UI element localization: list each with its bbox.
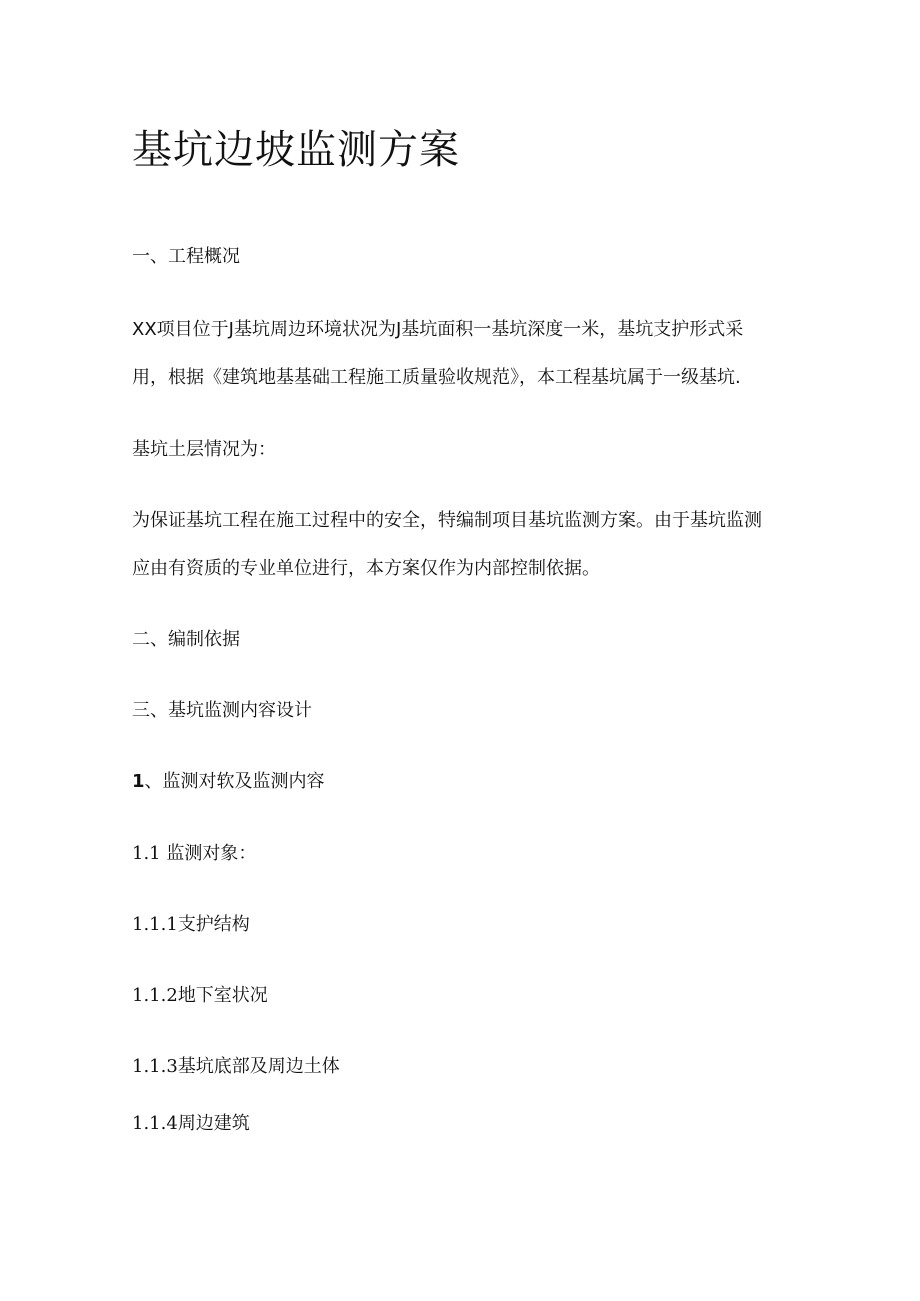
- item-number: 1.1.2: [132, 985, 178, 1006]
- paragraph-purpose-line-2: 应由有资质的专业单位进行，本方案仅作为内部控制依据。: [132, 558, 600, 579]
- subsection-text: 监测对象：: [160, 843, 257, 864]
- subsection-number: 1.1: [132, 843, 161, 864]
- paragraph-soil-layers: 基坑土层情况为：: [132, 439, 276, 460]
- paragraph-project-line-2: 用，根据《建筑地基基础工程施工质量验收规范》，本工程基坑属于一级基坑.: [132, 367, 741, 388]
- item-number: 1.1.4: [132, 1113, 178, 1134]
- subsection-text: 、监测对软及监测内容: [144, 771, 325, 792]
- section-heading-overview: 一、工程概况: [132, 246, 240, 267]
- list-item: [132, 1115, 250, 1133]
- list-item: [132, 987, 268, 1005]
- list-item: [132, 1058, 340, 1076]
- item-text: 基坑底部及周边土体: [177, 1056, 340, 1077]
- item-text: 支护结构: [177, 914, 250, 935]
- item-number: 1.1.3: [132, 1056, 178, 1077]
- paragraph-purpose-line-1: 为保证基坑工程在施工过程中的安全，特编制项目基坑监测方案。由于基坑监测: [132, 510, 762, 531]
- list-item: [132, 916, 250, 934]
- item-text: 地下室状况: [177, 985, 268, 1006]
- item-number: 1.1.1: [132, 914, 178, 935]
- section-heading-monitoring-design: 三、基坑监测内容设计: [132, 700, 312, 721]
- item-text: 周边建筑: [177, 1113, 250, 1134]
- document-title: 基坑边坡监测方案: [132, 127, 460, 173]
- subsection-heading-1: [132, 773, 325, 791]
- subsection-heading-1-1: [132, 845, 256, 863]
- subsection-number: 1: [132, 771, 145, 792]
- section-heading-basis: 二、编制依据: [132, 629, 240, 650]
- paragraph-project-line-1: XX项目位于J基坑周边环境状况为J基坑面积一基坑深度一米，基坑支护形式采: [132, 319, 744, 340]
